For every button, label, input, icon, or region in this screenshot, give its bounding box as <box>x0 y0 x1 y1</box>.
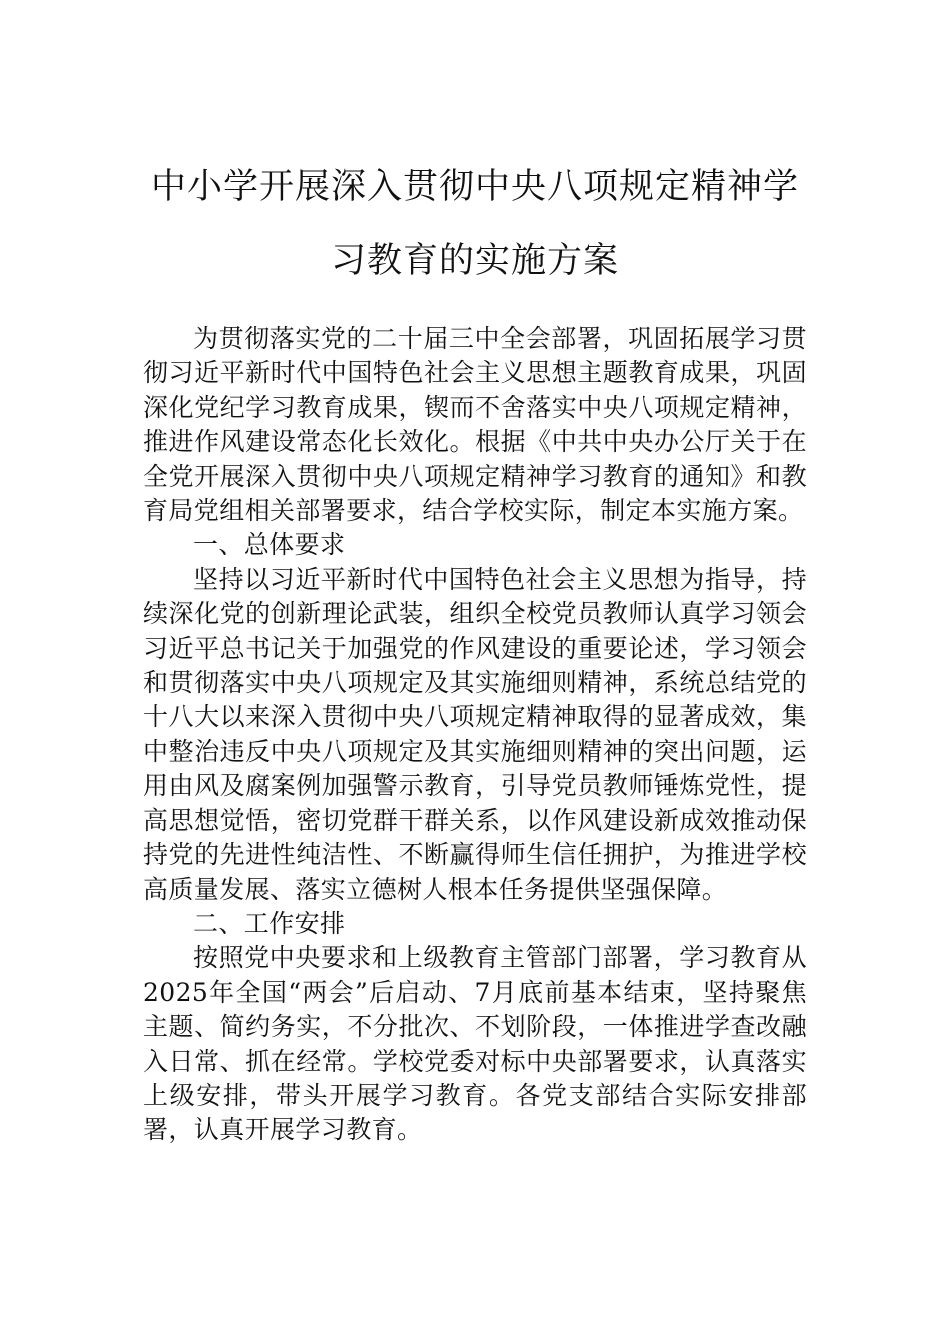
document-title: 中小学开展深入贯彻中央八项规定精神学习教育的实施方案 <box>150 167 799 281</box>
section-body-work-arrangement: 按照党中央要求和上级教育主管部门部署，学习教育从2025年全国“两会”后启动、7月底前基本结束，坚持聚焦主题、简约务实，不分批次、不划阶段，一体推进学查改融入日常、抓在经常。学校党委对标中央部署要求，认真落实上级安排，带头开展学习教育。各党支部结合实际安排部署，认真开展学习教育。 <box>143 943 807 1145</box>
section-body-general-requirements: 坚持以习近平新时代中国特色社会主义思想为指导，持续深化党的创新理论武装，组织全校党员教师认真学习领会习近平总书记关于加强党的作风建设的重要论述，学习领会和贯彻落实中央八项规定及其实施细则精神，系统总结党的十八大以来深入贯彻中央八项规定精神取得的显著成效，集中整治违反中央八项规定及其实施细则精神的突出问题，运用由风及腐案例加强警示教育，引导党员教师锤炼党性，提高思想觉悟，密切党群干群关系，以作风建设新成效推动保持党的先进性纯洁性、不断赢得师生信任拥护，为推进学校高质量发展、落实立德树人根本任务提供坚强保障。 <box>143 564 807 904</box>
intro-paragraph: 为贯彻落实党的二十届三中全会部署，巩固拓展学习贯彻习近平新时代中国特色社会主义思想主题教育成果，巩固深化党纪学习教育成果，锲而不舍落实中央八项规定精神，推进作风建设常态化长效化。根据《中共中央办公厅关于在全党开展深入贯彻中央八项规定精神学习教育的通知》和教育局党组相关部署要求，结合学校实际，制定本实施方案。 <box>143 324 807 526</box>
document-body <box>143 322 807 1148</box>
section-heading-general-requirements: 一、总体要求 <box>193 530 346 560</box>
section-heading-work-arrangement: 二、工作安排 <box>193 908 346 938</box>
